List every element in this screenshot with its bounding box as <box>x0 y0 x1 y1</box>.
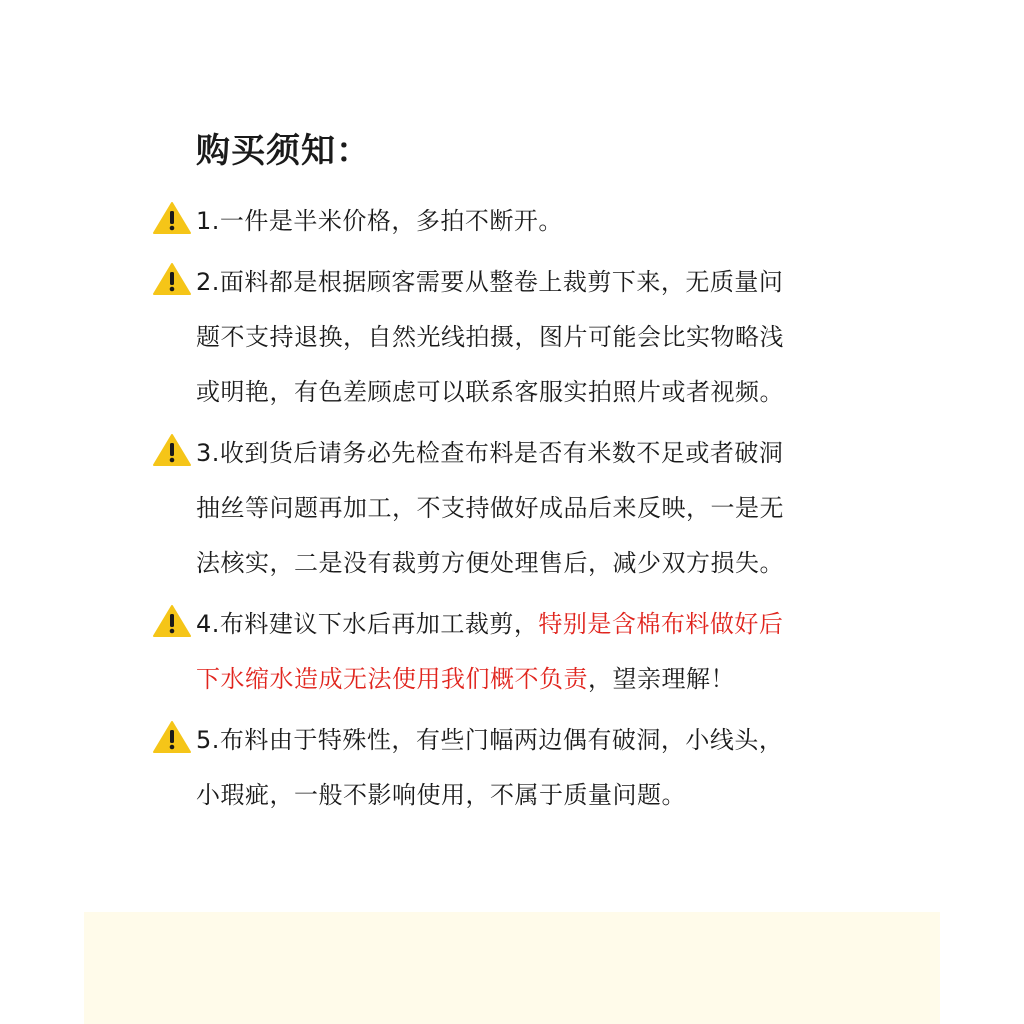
notice-line <box>196 536 872 591</box>
notice-line <box>196 194 872 249</box>
notice-item-2 <box>152 255 872 420</box>
notice-text: 3.收到货后请务必先检查布料是否有米数不足或者破洞 <box>196 439 784 467</box>
notice-item-4 <box>152 597 872 707</box>
warning-icon <box>152 433 192 467</box>
bottom-panel <box>84 912 940 1024</box>
notice-list <box>152 194 872 829</box>
notice-text: 小瑕疵，一般不影响使用，不属于质量问题。 <box>196 781 686 809</box>
notice-line <box>196 597 872 652</box>
notice-text: ，望亲理解！ <box>588 665 735 693</box>
notice-text: 1.一件是半米价格，多拍不断开。 <box>196 207 563 235</box>
notice-text: 4.布料建议下水后再加工裁剪， <box>196 610 539 638</box>
notice-item-1 <box>152 194 872 249</box>
warning-icon <box>152 720 192 754</box>
notice-line <box>196 365 872 420</box>
notice-line <box>196 310 872 365</box>
notice-line <box>196 713 872 768</box>
notice-text: 法核实，二是没有裁剪方便处理售后，减少双方损失。 <box>196 549 784 577</box>
notice-item-3 <box>152 426 872 591</box>
notice-text: 5.布料由于特殊性，有些门幅两边偶有破洞，小线头， <box>196 726 784 754</box>
warning-icon <box>152 201 192 235</box>
notice-line <box>196 652 872 707</box>
page-title: 购买须知： <box>196 131 371 171</box>
notice-highlight-text: 特别是含棉布料做好后 <box>538 610 784 638</box>
notice-line <box>196 768 872 823</box>
notice-text: 题不支持退换，自然光线拍摄，图片可能会比实物略浅 <box>196 323 784 351</box>
warning-icon <box>152 604 192 638</box>
notice-text: 抽丝等问题再加工，不支持做好成品后来反映，一是无 <box>196 494 784 522</box>
notice-line <box>196 481 872 536</box>
notice-line <box>196 426 872 481</box>
notice-text: 或明艳，有色差顾虑可以联系客服实拍照片或者视频。 <box>196 378 784 406</box>
notice-line <box>196 255 872 310</box>
notice-text: 2.面料都是根据顾客需要从整卷上裁剪下来，无质量问 <box>196 268 784 296</box>
notice-highlight-text: 下水缩水造成无法使用我们概不负责 <box>196 665 588 693</box>
notice-item-5 <box>152 713 872 823</box>
warning-icon <box>152 262 192 296</box>
